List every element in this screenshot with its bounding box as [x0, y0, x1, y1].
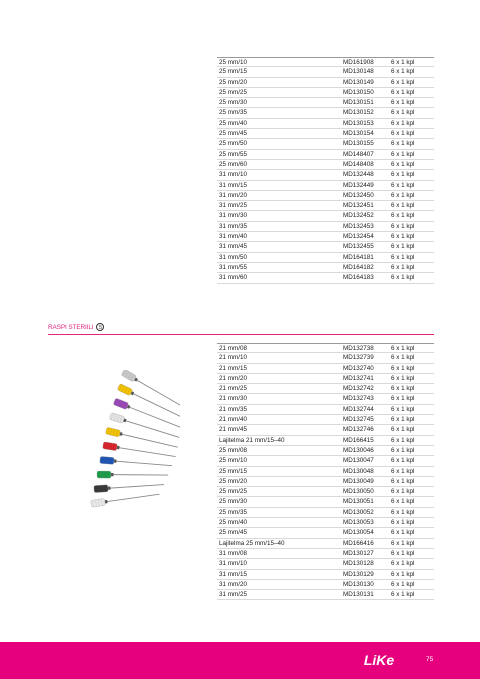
pack-size-cell: 6 x 1 kpl: [391, 130, 415, 138]
product-code-cell: MD132454: [343, 233, 374, 241]
page-number: 75: [426, 656, 434, 663]
brand-logo: [360, 652, 398, 668]
product-code-cell: MD130052: [343, 508, 374, 516]
product-code-cell: MD164181: [343, 253, 374, 261]
table-row: [217, 518, 434, 528]
pack-size-cell: 6 x 1 kpl: [391, 457, 415, 465]
product-code-cell: MD132741: [343, 374, 374, 382]
product-code-cell: MD132450: [343, 191, 374, 199]
table-row: [217, 590, 434, 600]
size-cell: 31 mm/55: [219, 263, 247, 271]
product-code-cell: MD164183: [343, 274, 374, 282]
table-row: [217, 446, 434, 456]
size-cell: 21 mm/10: [219, 354, 247, 362]
pack-size-cell: 6 x 1 kpl: [391, 99, 415, 107]
size-cell: 31 mm/25: [219, 202, 247, 210]
size-cell: 25 mm/25: [219, 88, 247, 96]
product-code-cell: MD130047: [343, 457, 374, 465]
size-cell: 31 mm/35: [219, 222, 247, 230]
size-cell: Lajitelma 21 mm/15–40: [219, 436, 285, 444]
table-row: [217, 425, 434, 435]
size-cell: 21 mm/30: [219, 395, 247, 403]
size-cell: 31 mm/10: [219, 560, 247, 568]
product-code-cell: MD130131: [343, 591, 374, 599]
table-row: [217, 160, 434, 170]
table-row: [217, 181, 434, 191]
product-code-cell: MD132448: [343, 171, 374, 179]
product-code-cell: MD132449: [343, 181, 374, 189]
size-cell: 25 mm/10: [219, 59, 247, 66]
table-row: [217, 119, 434, 129]
pack-size-cell: 6 x 1 kpl: [391, 405, 415, 413]
product-code-cell: MD132738: [343, 345, 374, 352]
pack-size-cell: 6 x 1 kpl: [391, 467, 415, 475]
size-cell: 31 mm/60: [219, 274, 247, 282]
product-code-cell: MD132744: [343, 405, 374, 413]
pack-size-cell: 6 x 1 kpl: [391, 488, 415, 496]
table-row: [217, 343, 434, 353]
product-code-cell: MD130129: [343, 570, 374, 578]
product-code-cell: MD130053: [343, 519, 374, 527]
size-cell: 21 mm/40: [219, 416, 247, 424]
table-row: [217, 78, 434, 88]
pack-size-cell: 6 x 1 kpl: [391, 560, 415, 568]
pack-size-cell: 6 x 1 kpl: [391, 385, 415, 393]
size-cell: 31 mm/50: [219, 253, 247, 261]
product-table-top: [217, 57, 434, 284]
product-code-cell: MD130046: [343, 446, 374, 454]
size-cell: 31 mm/20: [219, 191, 247, 199]
pack-size-cell: 6 x 1 kpl: [391, 364, 415, 372]
table-row: [217, 415, 434, 425]
product-code-cell: MD132452: [343, 212, 374, 220]
pack-size-cell: 6 x 1 kpl: [391, 395, 415, 403]
product-code-cell: MD130150: [343, 88, 374, 96]
pack-size-cell: 6 x 1 kpl: [391, 263, 415, 271]
product-code-cell: MD164182: [343, 263, 374, 271]
file-instrument: [109, 413, 180, 441]
table-row: [217, 98, 434, 108]
size-cell: 31 mm/08: [219, 549, 247, 557]
table-row: [217, 150, 434, 160]
table-row: [217, 477, 434, 487]
pack-size-cell: 6 x 1 kpl: [391, 416, 415, 424]
product-code-cell: MD132745: [343, 416, 374, 424]
pack-size-cell: 6 x 1 kpl: [391, 374, 415, 382]
pack-size-cell: 6 x 1 kpl: [391, 181, 415, 189]
table-row: [217, 139, 434, 149]
sterile-circle-icon: 5: [96, 323, 104, 331]
footer-band: [0, 642, 480, 679]
pack-size-cell: 6 x 1 kpl: [391, 274, 415, 282]
file-instrument: [94, 481, 164, 493]
size-cell: 25 mm/45: [219, 130, 247, 138]
pack-size-cell: 6 x 1 kpl: [391, 212, 415, 220]
pack-size-cell: 6 x 1 kpl: [391, 426, 415, 434]
section-title: RASPI STERIILI: [48, 323, 94, 331]
pack-size-cell: 6 x 1 kpl: [391, 88, 415, 96]
size-cell: 25 mm/15: [219, 68, 247, 76]
pack-size-cell: 6 x 1 kpl: [391, 191, 415, 199]
table-row: [217, 242, 434, 252]
svg-text:LiKe: LiKe: [363, 652, 395, 668]
table-row: [217, 570, 434, 580]
pack-size-cell: 6 x 1 kpl: [391, 222, 415, 230]
product-code-cell: MD132451: [343, 202, 374, 210]
table-row: [217, 528, 434, 538]
table-row: [217, 364, 434, 374]
file-instrument: [97, 471, 168, 479]
size-cell: 31 mm/15: [219, 181, 247, 189]
product-code-cell: MD130152: [343, 109, 374, 117]
size-cell: 21 mm/45: [219, 426, 247, 434]
pack-size-cell: 6 x 1 kpl: [391, 591, 415, 599]
product-code-cell: MD130054: [343, 529, 374, 537]
product-code-cell: MD132746: [343, 426, 374, 434]
file-instrument: [91, 491, 160, 508]
size-cell: 31 mm/25: [219, 591, 247, 599]
table-row: [217, 57, 434, 67]
size-cell: 25 mm/40: [219, 119, 247, 127]
size-cell: 21 mm/25: [219, 385, 247, 393]
pack-size-cell: 6 x 1 kpl: [391, 233, 415, 241]
table-row: [217, 580, 434, 590]
table-row: [217, 273, 434, 283]
table-row: [217, 394, 434, 404]
product-code-cell: MD130051: [343, 498, 374, 506]
pack-size-cell: 6 x 1 kpl: [391, 78, 415, 86]
size-cell: 25 mm/15: [219, 467, 247, 475]
size-cell: 25 mm/10: [219, 457, 247, 465]
size-cell: 31 mm/40: [219, 233, 247, 241]
file-instrument: [113, 398, 180, 431]
size-cell: 21 mm/35: [219, 405, 247, 413]
pack-size-cell: 6 x 1 kpl: [391, 345, 415, 352]
product-code-cell: MD130049: [343, 477, 374, 485]
file-instrument: [100, 456, 173, 469]
table-row: [217, 467, 434, 477]
size-cell: 25 mm/20: [219, 477, 247, 485]
size-cell: 25 mm/20: [219, 78, 247, 86]
size-cell: 31 mm/10: [219, 171, 247, 179]
product-code-cell: MD130153: [343, 119, 374, 127]
table-row: [217, 436, 434, 446]
product-code-cell: MD148408: [343, 160, 374, 168]
pack-size-cell: 6 x 1 kpl: [391, 570, 415, 578]
pack-size-cell: 6 x 1 kpl: [391, 243, 415, 251]
size-cell: 31 mm/20: [219, 580, 247, 588]
table-row: [217, 253, 434, 263]
product-code-cell: MD130154: [343, 130, 374, 138]
table-row: [217, 191, 434, 201]
table-row: [217, 88, 434, 98]
table-row: [217, 211, 434, 221]
table-row: [217, 67, 434, 77]
product-code-cell: MD130155: [343, 140, 374, 148]
product-table-bottom: [217, 343, 434, 600]
pack-size-cell: 6 x 1 kpl: [391, 580, 415, 588]
section-header: [48, 323, 104, 331]
product-code-cell: MD132739: [343, 354, 374, 362]
table-row: [217, 497, 434, 507]
size-cell: 25 mm/55: [219, 150, 247, 158]
pack-size-cell: 6 x 1 kpl: [391, 140, 415, 148]
pack-size-cell: 6 x 1 kpl: [391, 202, 415, 210]
product-code-cell: MD130151: [343, 99, 374, 107]
product-code-cell: MD130048: [343, 467, 374, 475]
product-code-cell: MD130130: [343, 580, 374, 588]
size-cell: 25 mm/30: [219, 99, 247, 107]
size-cell: 31 mm/45: [219, 243, 247, 251]
size-cell: 25 mm/45: [219, 529, 247, 537]
pack-size-cell: 6 x 1 kpl: [391, 446, 415, 454]
table-row: [217, 232, 434, 242]
pack-size-cell: 6 x 1 kpl: [391, 59, 415, 66]
size-cell: 21 mm/15: [219, 364, 247, 372]
pack-size-cell: 6 x 1 kpl: [391, 539, 415, 547]
pack-size-cell: 6 x 1 kpl: [391, 171, 415, 179]
table-row: [217, 405, 434, 415]
table-row: [217, 263, 434, 273]
pack-size-cell: 6 x 1 kpl: [391, 150, 415, 158]
product-code-cell: MD132743: [343, 395, 374, 403]
table-row: [217, 384, 434, 394]
product-code-cell: MD161908: [343, 59, 374, 66]
size-cell: 25 mm/08: [219, 446, 247, 454]
table-row: [217, 353, 434, 363]
product-code-cell: MD166415: [343, 436, 374, 444]
size-cell: 25 mm/35: [219, 109, 247, 117]
section-divider: [48, 334, 434, 335]
size-cell: 25 mm/35: [219, 508, 247, 516]
pack-size-cell: 6 x 1 kpl: [391, 477, 415, 485]
pack-size-cell: 6 x 1 kpl: [391, 354, 415, 362]
size-cell: 25 mm/50: [219, 140, 247, 148]
product-code-cell: MD130148: [343, 68, 374, 76]
pack-size-cell: 6 x 1 kpl: [391, 519, 415, 527]
pack-size-cell: 6 x 1 kpl: [391, 119, 415, 127]
pack-size-cell: 6 x 1 kpl: [391, 68, 415, 76]
pack-size-cell: 6 x 1 kpl: [391, 436, 415, 444]
product-code-cell: MD130127: [343, 549, 374, 557]
product-code-cell: MD130149: [343, 78, 374, 86]
table-row: [217, 129, 434, 139]
product-code-cell: MD132455: [343, 243, 374, 251]
size-cell: 31 mm/15: [219, 570, 247, 578]
product-code-cell: MD132740: [343, 364, 374, 372]
table-row: [217, 539, 434, 549]
size-cell: 21 mm/20: [219, 374, 247, 382]
size-cell: 21 mm/08: [219, 345, 247, 352]
size-cell: 25 mm/60: [219, 160, 247, 168]
size-cell: 25 mm/25: [219, 488, 247, 496]
pack-size-cell: 6 x 1 kpl: [391, 498, 415, 506]
table-row: [217, 549, 434, 559]
product-code-cell: MD166416: [343, 539, 374, 547]
table-row: [217, 559, 434, 569]
product-code-cell: MD132453: [343, 222, 374, 230]
product-code-cell: MD148407: [343, 150, 374, 158]
size-cell: 25 mm/30: [219, 498, 247, 506]
product-code-cell: MD132742: [343, 385, 374, 393]
size-cell: 25 mm/40: [219, 519, 247, 527]
table-row: [217, 487, 434, 497]
table-row: [217, 170, 434, 180]
size-cell: Lajitelma 25 mm/15–40: [219, 539, 285, 547]
table-row: [217, 108, 434, 118]
product-code-cell: MD130050: [343, 488, 374, 496]
endodontic-files-image: [60, 370, 180, 525]
pack-size-cell: 6 x 1 kpl: [391, 549, 415, 557]
table-row: [217, 374, 434, 384]
table-row: [217, 201, 434, 211]
pack-size-cell: 6 x 1 kpl: [391, 508, 415, 516]
pack-size-cell: 6 x 1 kpl: [391, 529, 415, 537]
table-row: [217, 508, 434, 518]
table-row: [217, 222, 434, 232]
size-cell: 31 mm/30: [219, 212, 247, 220]
table-row: [217, 456, 434, 466]
pack-size-cell: 6 x 1 kpl: [391, 253, 415, 261]
pack-size-cell: 6 x 1 kpl: [391, 160, 415, 168]
product-code-cell: MD130128: [343, 560, 374, 568]
pack-size-cell: 6 x 1 kpl: [391, 109, 415, 117]
